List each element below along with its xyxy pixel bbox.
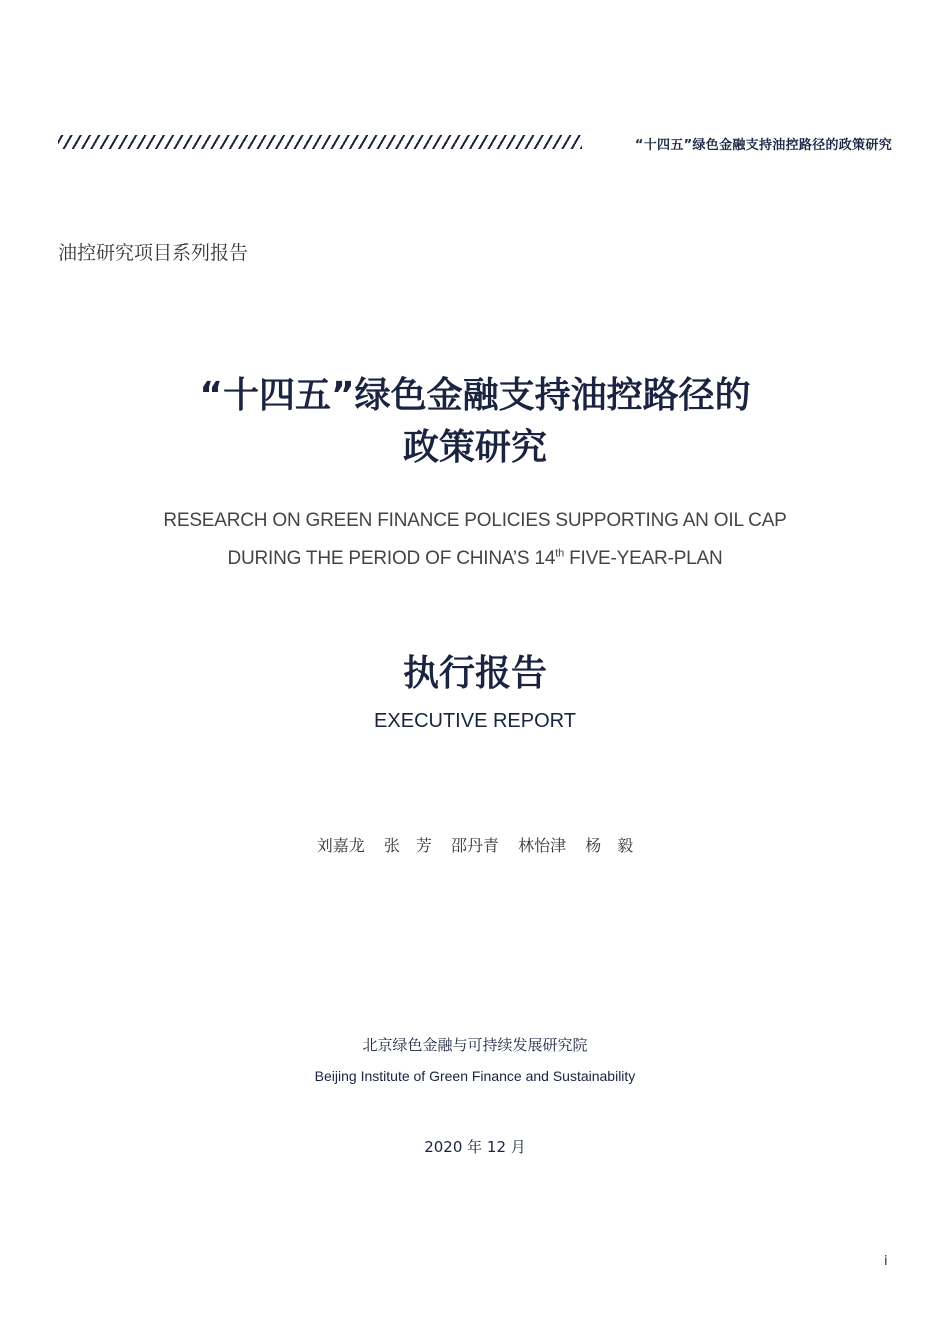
en-title-line-2-start: DURING THE PERIOD OF CHINA’S 14 bbox=[227, 548, 556, 569]
author-name: 刘嘉龙 bbox=[316, 836, 365, 855]
decorative-hatch-stripe bbox=[58, 135, 582, 149]
author-name: 林怡津 bbox=[518, 836, 567, 855]
author-name: 张 芳 bbox=[383, 836, 432, 855]
main-title-en bbox=[0, 502, 950, 578]
institute-name-en: Beijing Institute of Green Finance and Sustainability bbox=[314, 1068, 636, 1084]
report-type-en: EXECUTIVE REPORT bbox=[374, 710, 576, 732]
main-title-cn bbox=[0, 370, 950, 474]
series-label: 油控研究项目系列报告 bbox=[58, 242, 249, 264]
report-type-cn: 执行报告 bbox=[402, 653, 547, 694]
main-title-line-1: “十四五”绿色金融支持油控路径的 bbox=[199, 375, 751, 416]
en-title-line-1: RESEARCH ON GREEN FINANCE POLICIES SUPPORTING AN OIL CAP bbox=[163, 510, 787, 531]
ordinal-suffix: th bbox=[555, 547, 564, 560]
en-title-line-2 bbox=[0, 540, 950, 578]
author-list bbox=[0, 833, 950, 856]
institute-name-cn: 北京绿色金融与可持续发展研究院 bbox=[362, 1036, 588, 1054]
en-title-line-2-end: FIVE-YEAR-PLAN bbox=[564, 548, 723, 569]
running-header-title: “十四五”绿色金融支持油控路径的政策研究 bbox=[634, 138, 892, 153]
author-name: 邵丹青 bbox=[450, 836, 499, 855]
author-name: 杨 毅 bbox=[585, 836, 634, 855]
page-number: i bbox=[884, 1254, 888, 1269]
publication-date: 2020 年 12 月 bbox=[424, 1138, 526, 1156]
main-title-line-2: 政策研究 bbox=[402, 427, 547, 468]
header-bar bbox=[58, 134, 892, 152]
